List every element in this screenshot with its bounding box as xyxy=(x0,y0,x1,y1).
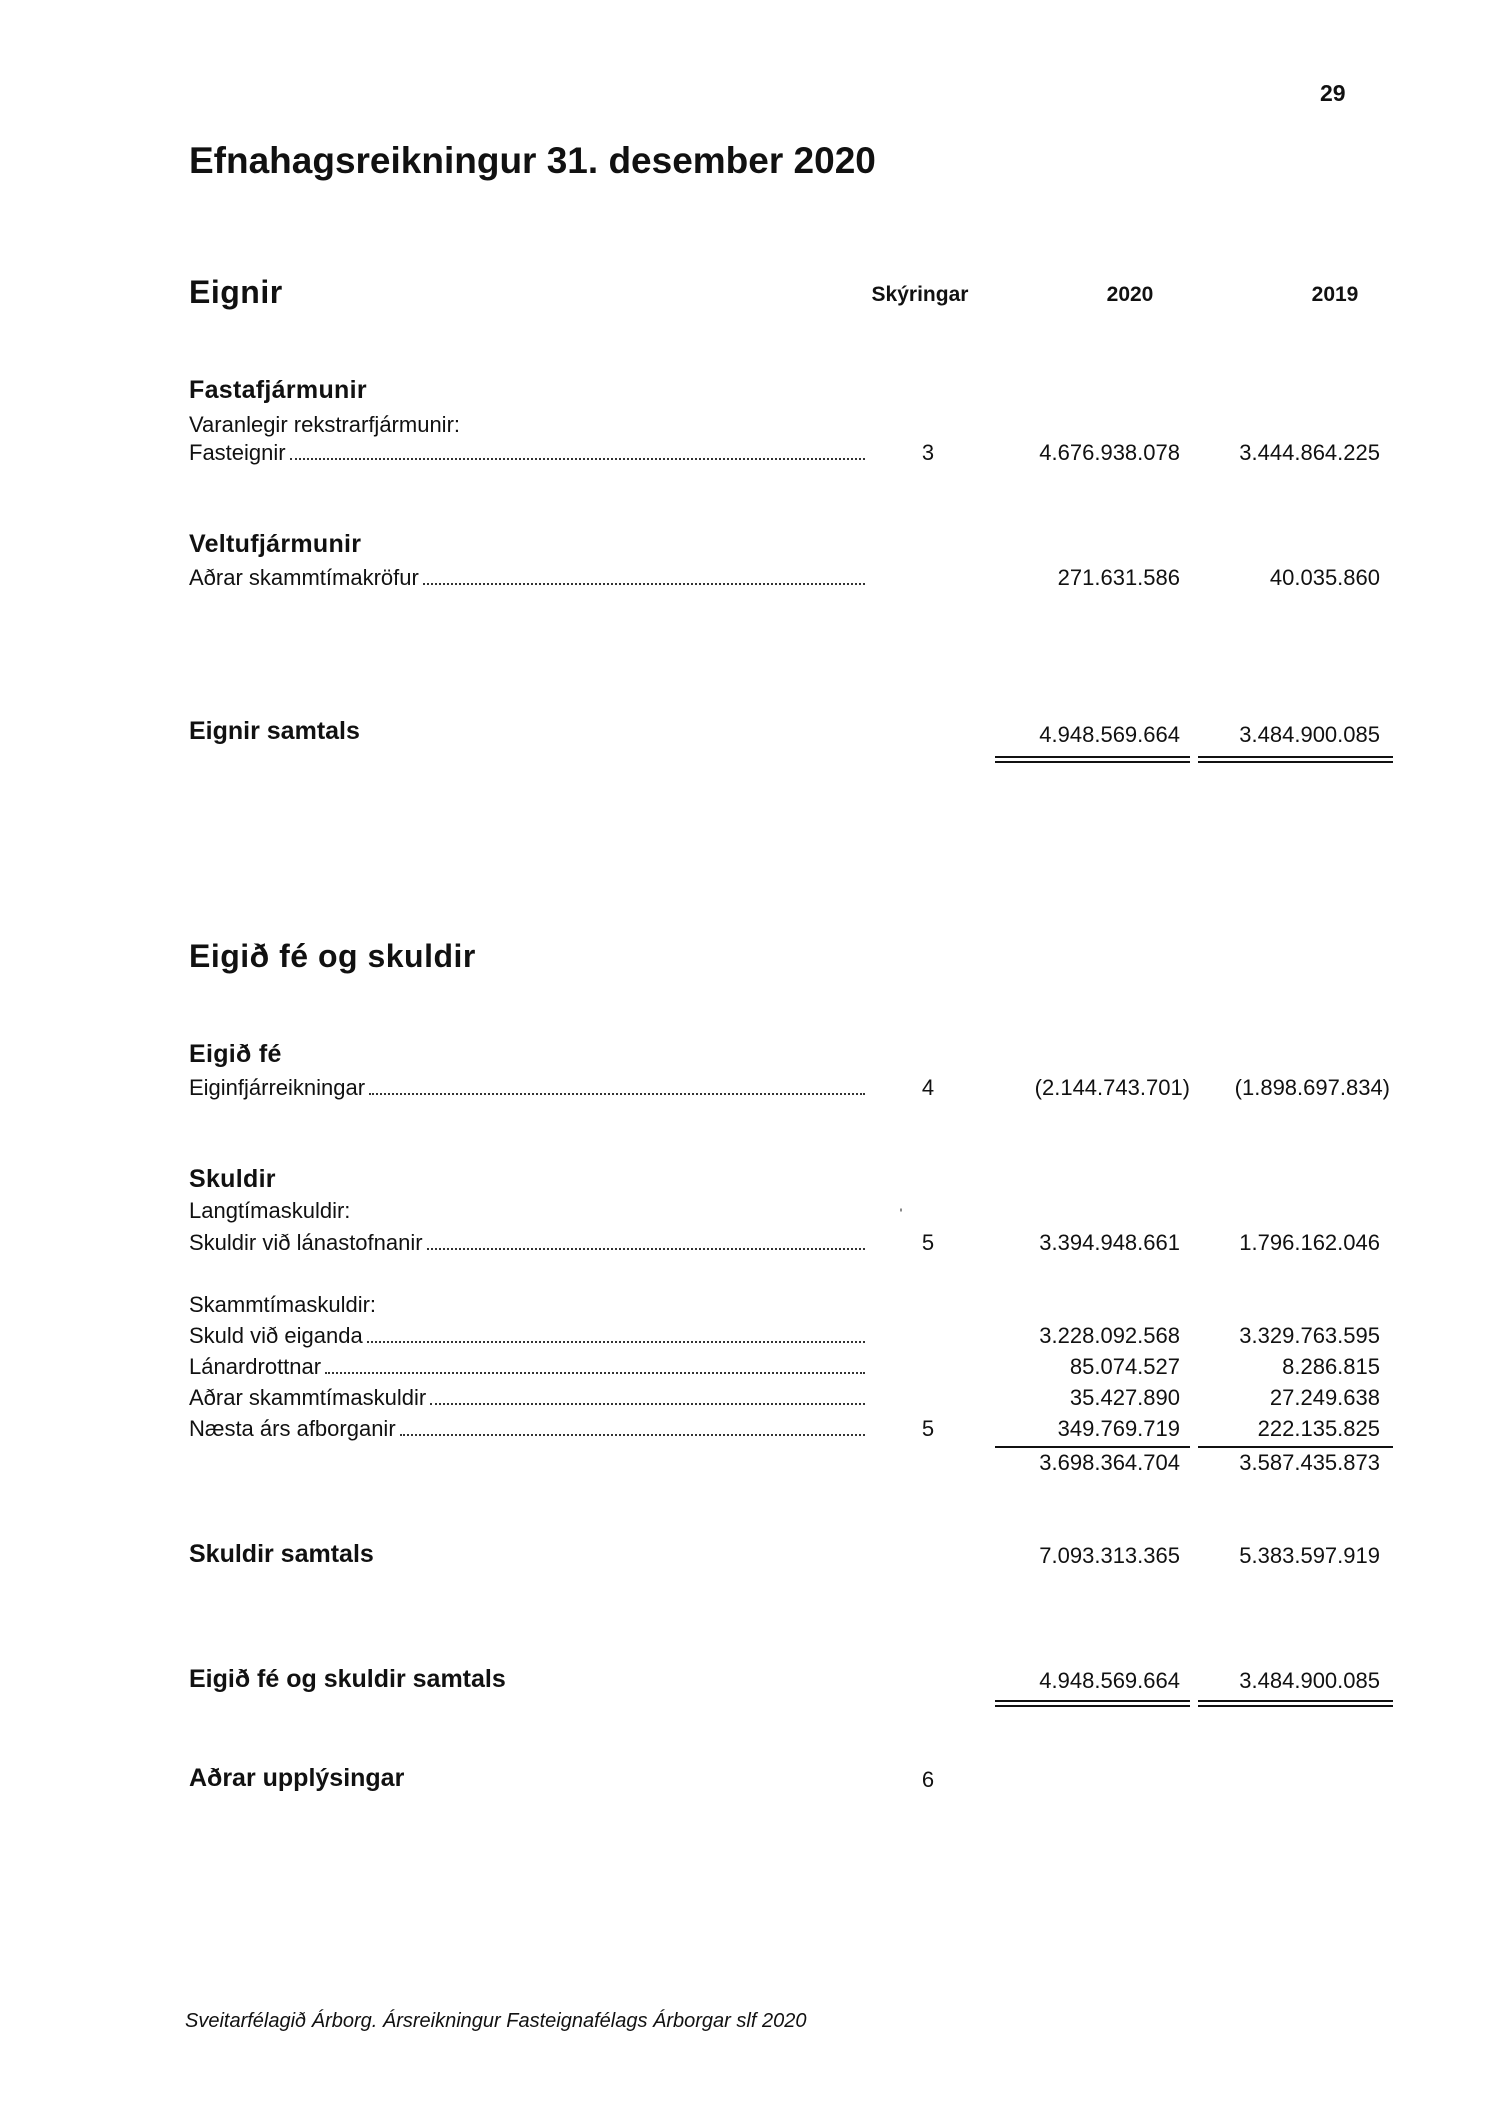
line-item-text: Aðrar skammtímakröfur xyxy=(189,565,419,590)
total-assets-2020: 4.948.569.664 xyxy=(1039,722,1180,747)
line-item-label xyxy=(189,1230,869,1260)
value-2020: 4.676.938.078 xyxy=(1039,440,1180,465)
grand-total-2020: 4.948.569.664 xyxy=(1039,1668,1180,1693)
value-2020: 349.769.719 xyxy=(1057,1416,1180,1441)
value-2019: 3.329.763.595 xyxy=(1239,1323,1380,1348)
line-item-text: Skuld við eiganda xyxy=(189,1323,363,1348)
value-2019: 222.135.825 xyxy=(1257,1416,1380,1441)
value-2020: 3.228.092.568 xyxy=(1039,1323,1180,1348)
total-assets-label: Eignir samtals xyxy=(189,717,360,745)
total-liabilities-2019: 5.383.597.919 xyxy=(1239,1543,1380,1568)
value-2019: 40.035.860 xyxy=(1269,565,1380,590)
value-2020: (2.144.743.701) xyxy=(1034,1075,1190,1100)
subheading-long-term: Langtímaskuldir: xyxy=(189,1198,351,1223)
section-heading-current-assets: Veltufjármunir xyxy=(189,530,362,558)
dot-leader xyxy=(369,1092,865,1095)
value-2019: 8.286.815 xyxy=(1282,1354,1380,1379)
note-ref: 4 xyxy=(921,1075,935,1100)
section-heading-equity: Eigið fé xyxy=(189,1040,282,1068)
total-liabilities-label: Skuldir samtals xyxy=(189,1540,374,1568)
double-underline xyxy=(995,756,1190,763)
total-assets-2019: 3.484.900.085 xyxy=(1239,722,1380,747)
line-item-label xyxy=(189,1385,869,1415)
line-item-label xyxy=(189,1416,869,1446)
note-ref: 6 xyxy=(921,1767,935,1792)
column-header-2019: 2019 xyxy=(1311,283,1359,306)
scan-mark: ˌ xyxy=(898,1192,904,1212)
column-header-notes: Skýringar xyxy=(871,283,969,306)
line-item-text: Aðrar skammtímaskuldir xyxy=(189,1385,427,1410)
page-footer: Sveitarfélagið Árborg. Ársreikningur Fasteignafélags Árborgar slf 2020 xyxy=(185,2010,807,2032)
double-underline xyxy=(1198,1700,1393,1707)
grand-total-2019: 3.484.900.085 xyxy=(1239,1668,1380,1693)
value-2020: 35.427.890 xyxy=(1069,1385,1180,1410)
line-item-text: Fasteignir xyxy=(189,440,286,465)
dot-leader xyxy=(430,1402,865,1405)
column-header-2020: 2020 xyxy=(1106,283,1154,306)
line-item-label xyxy=(189,565,869,595)
equity-liabilities-heading: Eigið fé og skuldir xyxy=(189,938,476,974)
subtotal-2020: 3.698.364.704 xyxy=(1039,1450,1180,1475)
line-item-label xyxy=(189,1075,869,1105)
line-item-label xyxy=(189,1323,869,1353)
other-info-label: Aðrar upplýsingar xyxy=(189,1764,405,1792)
subheading-property-plant: Varanlegir rekstrarfjármunir: xyxy=(189,412,461,437)
value-2019: 3.444.864.225 xyxy=(1239,440,1380,465)
dot-leader xyxy=(400,1433,865,1436)
dot-leader xyxy=(325,1371,865,1374)
double-underline xyxy=(1198,756,1393,763)
section-heading-fixed-assets: Fastafjármunir xyxy=(189,376,367,404)
dot-leader xyxy=(290,457,865,460)
double-underline xyxy=(995,1700,1190,1707)
line-item-text: Eiginfjárreikningar xyxy=(189,1075,366,1100)
dot-leader xyxy=(367,1340,865,1343)
total-liabilities-2020: 7.093.313.365 xyxy=(1039,1543,1180,1568)
subtotal-rule xyxy=(1198,1446,1393,1448)
line-item-label xyxy=(189,440,869,470)
subtotal-2019: 3.587.435.873 xyxy=(1239,1450,1380,1475)
page-title: Efnahagsreikningur 31. desember 2020 xyxy=(189,140,876,181)
note-ref: 5 xyxy=(921,1416,935,1441)
subtotal-rule xyxy=(995,1446,1190,1448)
grand-total-label: Eigið fé og skuldir samtals xyxy=(189,1665,506,1693)
note-ref: 5 xyxy=(921,1230,935,1255)
dot-leader xyxy=(427,1247,865,1250)
subheading-short-term: Skammtímaskuldir: xyxy=(189,1292,377,1317)
value-2020: 85.074.527 xyxy=(1069,1354,1180,1379)
page-number: 29 xyxy=(1320,80,1346,106)
value-2019: 1.796.162.046 xyxy=(1239,1230,1380,1255)
section-heading-liabilities: Skuldir xyxy=(189,1165,276,1193)
dot-leader xyxy=(423,582,865,585)
note-ref: 3 xyxy=(921,440,935,465)
line-item-label xyxy=(189,1354,869,1384)
line-item-text: Næsta árs afborganir xyxy=(189,1416,396,1441)
value-2020: 271.631.586 xyxy=(1057,565,1180,590)
line-item-text: Skuldir við lánastofnanir xyxy=(189,1230,423,1255)
value-2019: 27.249.638 xyxy=(1269,1385,1380,1410)
value-2020: 3.394.948.661 xyxy=(1039,1230,1180,1255)
assets-heading: Eignir xyxy=(189,274,283,310)
line-item-text: Lánardrottnar xyxy=(189,1354,322,1379)
value-2019: (1.898.697.834) xyxy=(1234,1075,1390,1100)
